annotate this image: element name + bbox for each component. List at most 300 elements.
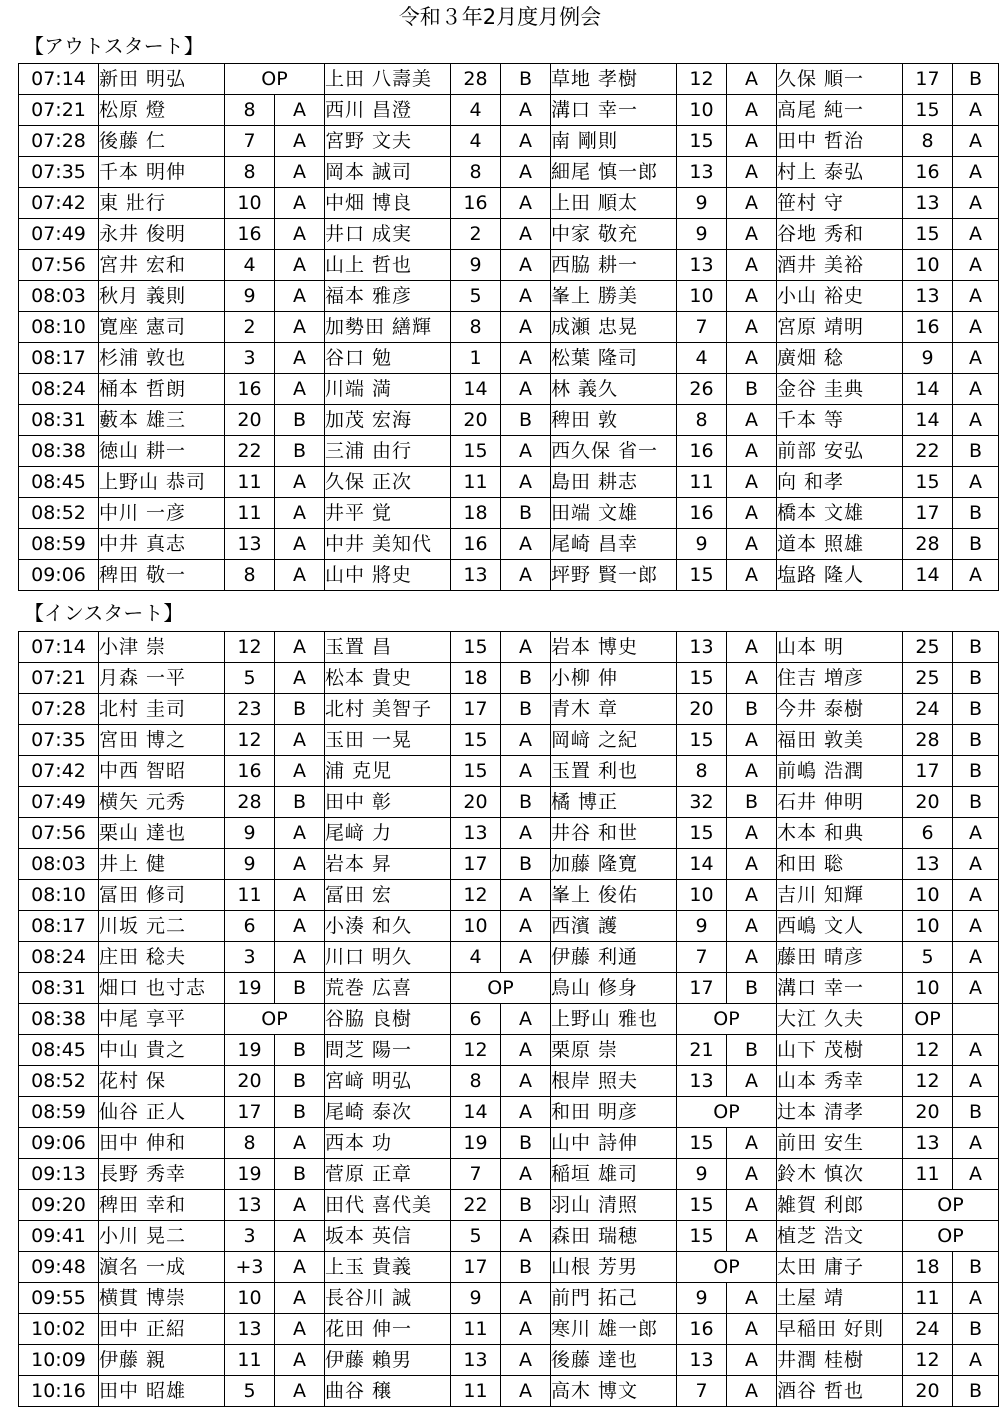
handicap: 5 — [225, 663, 275, 694]
class-letter: B — [501, 694, 551, 725]
handicap: 3 — [225, 1221, 275, 1252]
player-name: 道本 照雄 — [777, 529, 903, 560]
tee-time-row — [19, 374, 999, 405]
handicap: 13 — [677, 157, 727, 188]
handicap: 24 — [903, 694, 953, 725]
class-letter: A — [275, 849, 325, 880]
page-title: 令和３年2月度月例会 — [398, 5, 602, 29]
class-letter: B — [501, 1190, 551, 1221]
player-name: 松本 貴史 — [325, 663, 451, 694]
player-name: 中井 真志 — [99, 529, 225, 560]
tee-time-row — [19, 405, 999, 436]
class-letter: A — [727, 1066, 777, 1097]
class-letter: A — [727, 281, 777, 312]
tee-time: 07:49 — [19, 219, 99, 250]
class-letter: A — [727, 1376, 777, 1407]
tee-time: 08:31 — [19, 405, 99, 436]
class-letter: B — [501, 498, 551, 529]
handicap: 5 — [451, 281, 501, 312]
player-name: 稲垣 雄司 — [551, 1159, 677, 1190]
class-letter: A — [953, 880, 999, 911]
tee-time-row — [19, 343, 999, 374]
player-name: 中尾 享平 — [99, 1004, 225, 1035]
handicap: 15 — [451, 436, 501, 467]
class-letter: A — [275, 281, 325, 312]
handicap: 18 — [451, 663, 501, 694]
player-name: 宮田 博之 — [99, 725, 225, 756]
handicap: 12 — [903, 1345, 953, 1376]
class-letter: A — [501, 818, 551, 849]
player-name: 杉浦 敦也 — [99, 343, 225, 374]
handicap: 15 — [903, 219, 953, 250]
player-name: 田中 哲治 — [777, 126, 903, 157]
handicap: 20 — [451, 405, 501, 436]
class-letter: A — [953, 973, 999, 1004]
class-letter: B — [275, 973, 325, 1004]
class-letter: A — [501, 756, 551, 787]
tee-time: 08:59 — [19, 1097, 99, 1128]
handicap: 15 — [677, 1221, 727, 1252]
class-letter: B — [953, 632, 999, 663]
class-letter: B — [727, 787, 777, 818]
open-entry-mark: OP — [677, 1097, 777, 1128]
handicap: 18 — [451, 498, 501, 529]
handicap: 9 — [451, 1283, 501, 1314]
player-name: 溝口 幸一 — [551, 95, 677, 126]
tee-time: 10:16 — [19, 1376, 99, 1407]
player-name: 冨田 宏 — [325, 880, 451, 911]
tee-time-row — [19, 64, 999, 95]
player-name: 川坂 元二 — [99, 911, 225, 942]
player-name: 川口 明久 — [325, 942, 451, 973]
class-letter: B — [501, 405, 551, 436]
player-name: 長谷川 誠 — [325, 1283, 451, 1314]
handicap: 16 — [225, 219, 275, 250]
tee-time: 09:20 — [19, 1190, 99, 1221]
tee-time: 08:03 — [19, 849, 99, 880]
handicap: 5 — [451, 1221, 501, 1252]
class-letter: A — [275, 250, 325, 281]
player-name: 酒井 美裕 — [777, 250, 903, 281]
player-name: 早稲田 好則 — [777, 1314, 903, 1345]
class-letter: A — [501, 560, 551, 591]
player-name: 和田 明彦 — [551, 1097, 677, 1128]
handicap: 11 — [451, 1376, 501, 1407]
handicap: 13 — [903, 188, 953, 219]
class-letter: A — [275, 1128, 325, 1159]
tee-time: 10:09 — [19, 1345, 99, 1376]
handicap: 15 — [451, 756, 501, 787]
tee-time-row — [19, 1066, 999, 1097]
handicap: 12 — [903, 1066, 953, 1097]
tee-time-row — [19, 787, 999, 818]
player-name: 山本 明 — [777, 632, 903, 663]
player-name: 鳥山 修身 — [551, 973, 677, 1004]
player-name: 尾崎 昌幸 — [551, 529, 677, 560]
class-letter: A — [953, 157, 999, 188]
class-letter: A — [727, 880, 777, 911]
handicap: OP — [903, 1004, 953, 1035]
player-name: 田代 喜代美 — [325, 1190, 451, 1221]
tee-time-row — [19, 1035, 999, 1066]
class-letter: A — [727, 663, 777, 694]
handicap: 7 — [677, 942, 727, 973]
handicap: 13 — [903, 281, 953, 312]
player-name: 上野山 雅也 — [551, 1004, 677, 1035]
handicap: 13 — [451, 818, 501, 849]
player-name: 和田 聡 — [777, 849, 903, 880]
player-name: 西本 功 — [325, 1128, 451, 1159]
player-name: 後藤 仁 — [99, 126, 225, 157]
handicap: 10 — [225, 1283, 275, 1314]
player-name: 太田 庸子 — [777, 1252, 903, 1283]
class-letter: A — [727, 498, 777, 529]
player-name: 徳山 耕一 — [99, 436, 225, 467]
handicap: 8 — [677, 756, 727, 787]
player-name: 伊藤 親 — [99, 1345, 225, 1376]
class-letter: A — [953, 1066, 999, 1097]
handicap: 13 — [677, 250, 727, 281]
class-letter: A — [501, 1221, 551, 1252]
tee-time: 08:38 — [19, 1004, 99, 1035]
class-letter: A — [275, 1221, 325, 1252]
handicap: 10 — [677, 281, 727, 312]
player-name: 荒巻 広喜 — [325, 973, 451, 1004]
handicap: 19 — [451, 1128, 501, 1159]
class-letter — [953, 1004, 999, 1035]
class-letter: B — [953, 787, 999, 818]
handicap: 9 — [225, 849, 275, 880]
class-letter: B — [501, 663, 551, 694]
handicap: 14 — [677, 849, 727, 880]
player-name: 谷地 秀和 — [777, 219, 903, 250]
tee-time-row — [19, 880, 999, 911]
class-letter: A — [501, 281, 551, 312]
tee-time-row — [19, 95, 999, 126]
class-letter: A — [727, 312, 777, 343]
handicap: 7 — [451, 1159, 501, 1190]
player-name: 畑口 也寸志 — [99, 973, 225, 1004]
player-name: 栗山 達也 — [99, 818, 225, 849]
class-letter: A — [727, 64, 777, 95]
section-label-in-start: 【インスタート】 — [24, 601, 184, 625]
player-name: 藤田 晴彦 — [777, 942, 903, 973]
class-letter: B — [953, 1376, 999, 1407]
class-letter: A — [501, 725, 551, 756]
player-name: 笹村 守 — [777, 188, 903, 219]
handicap: 12 — [451, 880, 501, 911]
handicap: 15 — [677, 560, 727, 591]
player-name: 伊藤 賴男 — [325, 1345, 451, 1376]
player-name: 木本 和典 — [777, 818, 903, 849]
class-letter: A — [727, 1128, 777, 1159]
handicap: 17 — [903, 64, 953, 95]
handicap: 22 — [451, 1190, 501, 1221]
handicap: 8 — [225, 157, 275, 188]
tee-time: 08:52 — [19, 498, 99, 529]
player-name: 問芝 陽一 — [325, 1035, 451, 1066]
handicap: 7 — [225, 126, 275, 157]
class-letter: A — [953, 188, 999, 219]
handicap: 28 — [225, 787, 275, 818]
handicap: 22 — [225, 436, 275, 467]
class-letter: A — [501, 343, 551, 374]
player-name: 橘 博正 — [551, 787, 677, 818]
handicap: 13 — [225, 1190, 275, 1221]
class-letter: B — [727, 973, 777, 1004]
handicap: 11 — [225, 880, 275, 911]
player-name: 中山 貴之 — [99, 1035, 225, 1066]
tee-time: 07:21 — [19, 95, 99, 126]
handicap: 13 — [225, 1314, 275, 1345]
handicap: 11 — [225, 498, 275, 529]
tee-time: 07:14 — [19, 64, 99, 95]
handicap: 5 — [225, 1376, 275, 1407]
player-name: 横矢 元秀 — [99, 787, 225, 818]
handicap: 15 — [677, 725, 727, 756]
player-name: 南 剛則 — [551, 126, 677, 157]
class-letter: B — [275, 1035, 325, 1066]
player-name: 加勢田 繕輝 — [325, 312, 451, 343]
tee-time: 07:14 — [19, 632, 99, 663]
class-letter: A — [953, 126, 999, 157]
class-letter: A — [501, 219, 551, 250]
player-name: 東 壯行 — [99, 188, 225, 219]
class-letter: B — [953, 529, 999, 560]
class-letter: A — [275, 529, 325, 560]
class-letter: A — [727, 1314, 777, 1345]
handicap: 15 — [677, 818, 727, 849]
handicap: 19 — [225, 973, 275, 1004]
handicap: 25 — [903, 663, 953, 694]
class-letter: A — [275, 942, 325, 973]
class-letter: A — [501, 632, 551, 663]
player-name: 辻本 清孝 — [777, 1097, 903, 1128]
player-name: 菅原 正章 — [325, 1159, 451, 1190]
player-name: 秋月 義則 — [99, 281, 225, 312]
handicap: 9 — [677, 1159, 727, 1190]
open-entry-mark: OP — [225, 1004, 325, 1035]
class-letter: A — [953, 1283, 999, 1314]
tee-time-row — [19, 157, 999, 188]
class-letter: B — [953, 498, 999, 529]
handicap: 13 — [903, 1128, 953, 1159]
class-letter: A — [501, 1159, 551, 1190]
handicap: +3 — [225, 1252, 275, 1283]
player-name: 千本 明伸 — [99, 157, 225, 188]
tee-time: 10:02 — [19, 1314, 99, 1345]
player-name: 橋本 文雄 — [777, 498, 903, 529]
handicap: 9 — [677, 911, 727, 942]
class-letter: A — [501, 1283, 551, 1314]
player-name: 宮﨑 明弘 — [325, 1066, 451, 1097]
handicap: 12 — [903, 1035, 953, 1066]
player-name: 伊藤 利通 — [551, 942, 677, 973]
handicap: 8 — [451, 312, 501, 343]
handicap: 16 — [225, 374, 275, 405]
handicap: 12 — [225, 725, 275, 756]
handicap: 17 — [451, 1252, 501, 1283]
player-name: 上玉 貴義 — [325, 1252, 451, 1283]
player-name: 中西 智昭 — [99, 756, 225, 787]
tee-time: 09:13 — [19, 1159, 99, 1190]
class-letter: B — [501, 1128, 551, 1159]
handicap: 13 — [451, 1345, 501, 1376]
tee-time: 08:31 — [19, 973, 99, 1004]
tee-time-row — [19, 725, 999, 756]
handicap: 32 — [677, 787, 727, 818]
player-name: 田端 文雄 — [551, 498, 677, 529]
player-name: 中家 敬充 — [551, 219, 677, 250]
handicap: 16 — [451, 529, 501, 560]
handicap: 14 — [903, 560, 953, 591]
tee-time: 08:52 — [19, 1066, 99, 1097]
class-letter: A — [275, 219, 325, 250]
tee-time: 08:17 — [19, 343, 99, 374]
class-letter: A — [953, 1159, 999, 1190]
tee-time-row — [19, 312, 999, 343]
class-letter: A — [727, 1221, 777, 1252]
player-name: 横貫 博崇 — [99, 1283, 225, 1314]
player-name: 森田 瑞穂 — [551, 1221, 677, 1252]
class-letter: A — [727, 467, 777, 498]
player-name: 島田 耕志 — [551, 467, 677, 498]
player-name: 井平 覚 — [325, 498, 451, 529]
player-name: 山中 將史 — [325, 560, 451, 591]
class-letter: A — [275, 911, 325, 942]
player-name: 前部 安弘 — [777, 436, 903, 467]
class-letter: B — [953, 436, 999, 467]
class-letter: A — [953, 374, 999, 405]
class-letter: A — [953, 405, 999, 436]
player-name: 小柳 伸 — [551, 663, 677, 694]
player-name: 北村 美智子 — [325, 694, 451, 725]
class-letter: A — [501, 942, 551, 973]
tee-time: 09:06 — [19, 560, 99, 591]
tee-time-row — [19, 942, 999, 973]
handicap: 21 — [677, 1035, 727, 1066]
player-name: 中畑 博良 — [325, 188, 451, 219]
player-name: 林 義久 — [551, 374, 677, 405]
handicap: 12 — [225, 632, 275, 663]
class-letter: A — [953, 95, 999, 126]
tee-time-row — [19, 1314, 999, 1345]
player-name: 宮野 文夫 — [325, 126, 451, 157]
handicap: 28 — [903, 725, 953, 756]
tee-time-row — [19, 467, 999, 498]
player-name: 上田 八壽美 — [325, 64, 451, 95]
player-name: 三浦 由行 — [325, 436, 451, 467]
handicap: 17 — [451, 694, 501, 725]
player-name: 長野 秀幸 — [99, 1159, 225, 1190]
tee-time: 07:42 — [19, 756, 99, 787]
tee-time: 09:55 — [19, 1283, 99, 1314]
player-name: 小山 裕史 — [777, 281, 903, 312]
player-name: 冨田 修司 — [99, 880, 225, 911]
player-name: 鈴木 慎次 — [777, 1159, 903, 1190]
class-letter: A — [727, 529, 777, 560]
handicap: 4 — [451, 942, 501, 973]
player-name: 田中 伸和 — [99, 1128, 225, 1159]
player-name: 浦 克児 — [325, 756, 451, 787]
handicap: 9 — [225, 818, 275, 849]
tee-time-row — [19, 1345, 999, 1376]
handicap: 28 — [903, 529, 953, 560]
handicap: 22 — [903, 436, 953, 467]
handicap: 8 — [225, 95, 275, 126]
class-letter: A — [727, 560, 777, 591]
handicap: 16 — [677, 436, 727, 467]
player-name: 金谷 圭典 — [777, 374, 903, 405]
player-name: 加藤 隆寛 — [551, 849, 677, 880]
player-name: 上田 順太 — [551, 188, 677, 219]
tee-time: 08:24 — [19, 942, 99, 973]
handicap: 5 — [903, 942, 953, 973]
player-name: 尾﨑 力 — [325, 818, 451, 849]
class-letter: B — [727, 1035, 777, 1066]
player-name: 小川 晃二 — [99, 1221, 225, 1252]
handicap: 15 — [451, 632, 501, 663]
handicap: 19 — [225, 1159, 275, 1190]
handicap: 13 — [451, 560, 501, 591]
handicap: 26 — [677, 374, 727, 405]
class-letter: A — [501, 312, 551, 343]
player-name: 庄田 稔夫 — [99, 942, 225, 973]
tee-time-row — [19, 818, 999, 849]
handicap: 11 — [451, 1314, 501, 1345]
class-letter: A — [727, 126, 777, 157]
class-letter: A — [501, 126, 551, 157]
tee-time-row — [19, 529, 999, 560]
in-start-table — [18, 631, 999, 1407]
handicap: 7 — [677, 312, 727, 343]
class-letter: A — [953, 560, 999, 591]
tee-time: 07:42 — [19, 188, 99, 219]
class-letter: A — [501, 1004, 551, 1035]
class-letter: A — [727, 405, 777, 436]
out-start-table — [18, 63, 999, 591]
handicap: 23 — [225, 694, 275, 725]
player-name: 山上 哲也 — [325, 250, 451, 281]
tee-time-row — [19, 250, 999, 281]
class-letter: B — [275, 694, 325, 725]
player-name: 植芝 浩文 — [777, 1221, 903, 1252]
player-name: 玉田 一晃 — [325, 725, 451, 756]
handicap: 10 — [903, 250, 953, 281]
class-letter: A — [501, 1376, 551, 1407]
handicap: 14 — [903, 374, 953, 405]
player-name: 川端 満 — [325, 374, 451, 405]
class-letter: B — [727, 374, 777, 405]
class-letter: A — [501, 467, 551, 498]
class-letter: A — [501, 911, 551, 942]
handicap: 15 — [903, 467, 953, 498]
tee-time-row — [19, 1190, 999, 1221]
handicap: 10 — [225, 188, 275, 219]
tee-time: 08:45 — [19, 1035, 99, 1066]
player-name: 中井 美知代 — [325, 529, 451, 560]
player-name: 井口 成実 — [325, 219, 451, 250]
class-letter: A — [727, 942, 777, 973]
player-name: 大江 久夫 — [777, 1004, 903, 1035]
handicap: 9 — [677, 219, 727, 250]
handicap: 3 — [225, 343, 275, 374]
class-letter: A — [501, 157, 551, 188]
player-name: 月森 一平 — [99, 663, 225, 694]
class-letter: B — [953, 756, 999, 787]
class-letter: B — [953, 663, 999, 694]
class-letter: A — [501, 1314, 551, 1345]
